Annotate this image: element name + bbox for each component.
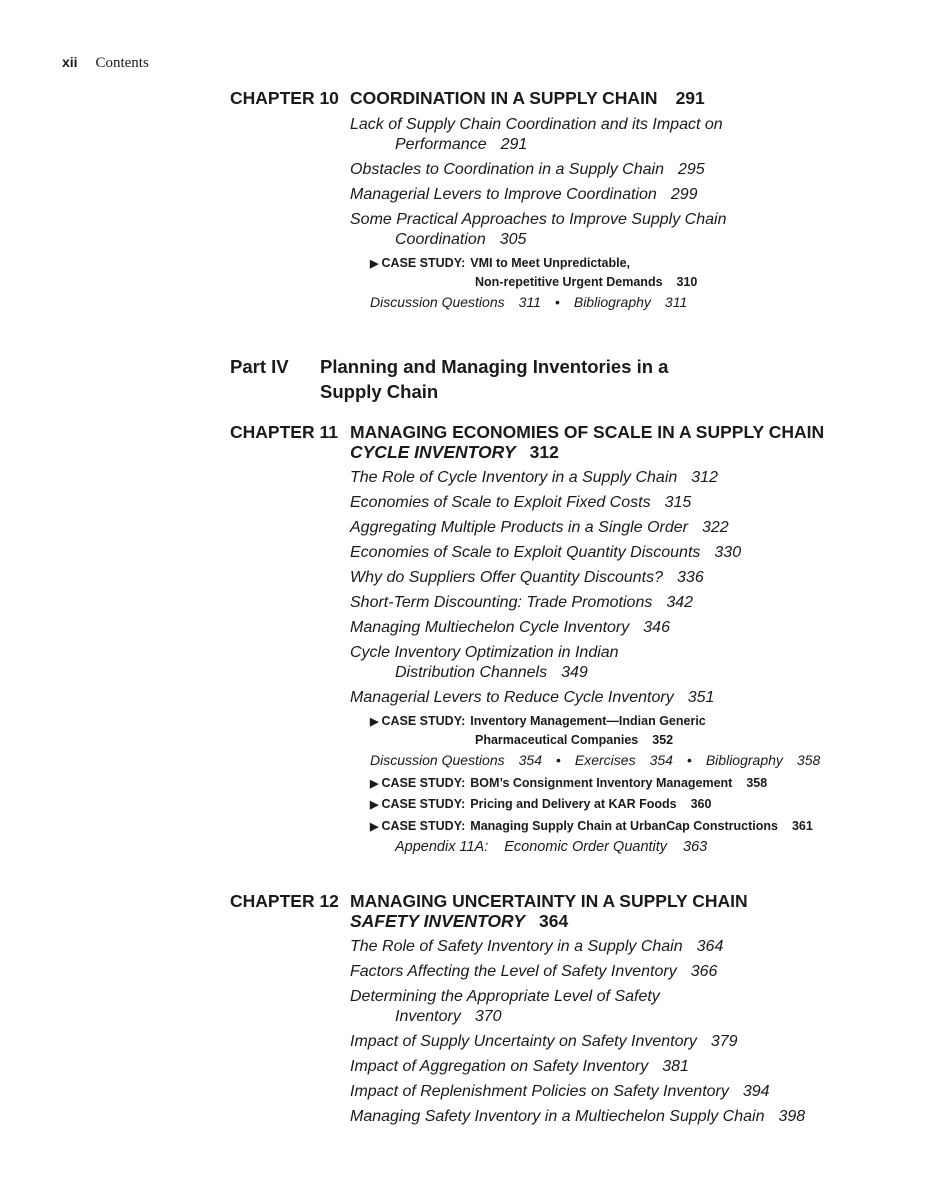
entry-page: 322 [701, 519, 729, 536]
chapter-12-label: CHAPTER 12 [230, 891, 339, 911]
entry-page: 394 [742, 1083, 770, 1100]
case-study-label: CASE STUDY: [381, 256, 466, 270]
entry-page: 299 [670, 186, 698, 203]
chapter-11-title[interactable] [350, 422, 824, 462]
case-study-entry[interactable] [370, 254, 697, 291]
part-4-label: Part IV [230, 356, 289, 377]
entry-title: The Role of Safety Inventory in a Supply Chain [350, 938, 683, 955]
entry-page: 398 [778, 1108, 806, 1125]
exercises-label[interactable]: Exercises [574, 752, 636, 768]
case-study-title-cont: Pharmaceutical Companies [475, 733, 639, 747]
toc-entry[interactable] [350, 937, 723, 957]
case-study-entry[interactable] [370, 774, 767, 793]
part-title-line: Supply Chain [320, 381, 439, 402]
toc-entry[interactable] [350, 1057, 689, 1077]
bibliography-label[interactable]: Bibliography [573, 294, 651, 310]
entry-page: 370 [474, 1008, 502, 1025]
entry-title: Impact of Supply Uncertainty on Safety Inventory [350, 1033, 697, 1050]
toc-entry[interactable] [350, 160, 705, 180]
entry-title: Impact of Replenishment Policies on Safety Inventory [350, 1083, 729, 1100]
toc-entry[interactable] [350, 185, 698, 205]
entry-title: Managing Safety Inventory in a Multiechelon Supply Chain [350, 1108, 765, 1125]
entry-title: Economies of Scale to Exploit Quantity Discounts [350, 544, 701, 561]
entry-title: Obstacles to Coordination in a Supply Chain [350, 161, 664, 178]
toc-entry[interactable] [350, 210, 726, 250]
entry-title: Managerial Levers to Reduce Cycle Inventory [350, 689, 674, 706]
running-head-title: Contents [95, 55, 149, 71]
triangle-bullet-icon: ▶ [370, 799, 379, 811]
case-study-label: CASE STUDY: [381, 714, 466, 728]
running-head [62, 54, 149, 72]
part-4-title[interactable] [320, 354, 668, 404]
toc-entry[interactable] [350, 962, 717, 982]
toc-entry[interactable] [350, 643, 619, 683]
entry-title: Determining the Appropriate Level of Safety [350, 988, 660, 1005]
bibliography-label[interactable]: Bibliography [705, 752, 783, 768]
entry-page: 315 [664, 494, 692, 511]
toc-entry[interactable] [350, 518, 729, 538]
appendix-entry[interactable] [395, 839, 707, 855]
case-study-label: CASE STUDY: [381, 776, 466, 790]
entry-page: 346 [643, 619, 670, 636]
bullet-separator: • [555, 752, 561, 768]
case-study-page: 310 [676, 275, 698, 289]
toc-entry[interactable] [350, 543, 741, 563]
case-study-title: BOM’s Consignment Inventory Management [470, 776, 733, 790]
case-study-title: Managing Supply Chain at UrbanCap Constructions [470, 819, 778, 833]
case-study-page: 360 [690, 797, 712, 811]
toc-entry[interactable] [350, 1032, 738, 1052]
chapter-11-label: CHAPTER 11 [230, 422, 338, 442]
toc-entry[interactable] [350, 987, 660, 1027]
entry-title: Some Practical Approaches to Improve Supply Chain [350, 211, 727, 228]
entry-page: 311 [518, 294, 541, 310]
entry-title-cont: Coordination [395, 231, 486, 248]
toc-entry[interactable] [350, 593, 693, 613]
case-study-entry[interactable] [370, 795, 711, 814]
entry-page: 354 [649, 752, 673, 768]
entry-title: Short-Term Discounting: Trade Promotions [350, 594, 653, 611]
case-study-title-cont: Non-repetitive Urgent Demands [475, 275, 663, 289]
toc-entry[interactable] [350, 115, 723, 155]
entry-page: 342 [666, 594, 694, 611]
chapter-title-text: COORDINATION IN A SUPPLY CHAIN [350, 88, 658, 108]
chapter-12-title[interactable] [350, 891, 748, 931]
chapter-page: 291 [675, 88, 705, 108]
chapter-subtitle: SAFETY INVENTORY [350, 911, 526, 931]
entry-page: 336 [677, 569, 704, 586]
entry-title: Cycle Inventory Optimization in Indian [350, 644, 619, 661]
entry-page: 364 [696, 938, 724, 955]
case-study-title: Inventory Management—Indian Generic [470, 714, 706, 728]
case-study-page: 358 [746, 776, 768, 790]
toc-entry[interactable] [350, 688, 714, 708]
chapter-page: 364 [539, 911, 569, 931]
toc-entry[interactable] [350, 1082, 770, 1102]
triangle-bullet-icon: ▶ [370, 821, 379, 833]
part-title-line: Planning and Managing Inventories in a [320, 356, 669, 377]
entry-page: 312 [691, 469, 718, 486]
discussion-questions-label[interactable]: Discussion Questions [370, 752, 505, 768]
appendix-page: 363 [683, 839, 708, 855]
entry-page: 311 [664, 294, 688, 310]
appendix-title: Economic Order Quantity [504, 839, 668, 855]
entry-title: Managing Multiechelon Cycle Inventory [350, 619, 630, 636]
case-study-page: 352 [652, 733, 674, 747]
case-study-label: CASE STUDY: [381, 819, 466, 833]
case-study-page: 361 [791, 819, 813, 833]
triangle-bullet-icon: ▶ [370, 258, 379, 270]
entry-page: 330 [714, 544, 742, 561]
entry-page: 351 [687, 689, 715, 706]
case-study-title: VMI to Meet Unpredictable, [470, 256, 631, 270]
bullet-separator: • [554, 294, 560, 310]
appendix-label: Appendix 11A: [395, 839, 489, 855]
chapter-page: 312 [529, 442, 559, 462]
entry-title-cont: Performance [395, 136, 487, 153]
entry-title: Why do Suppliers Offer Quantity Discounts? [350, 569, 664, 586]
page-number: xii [62, 54, 78, 70]
entry-page: 354 [518, 752, 542, 768]
chapter-10-label: CHAPTER 10 [230, 88, 339, 108]
toc-entry[interactable] [350, 493, 691, 513]
entry-page: 305 [499, 231, 527, 248]
entry-title-cont: Inventory [395, 1008, 461, 1025]
entry-page: 291 [500, 136, 528, 153]
entry-title: Managerial Levers to Improve Coordination [350, 186, 657, 203]
entry-title: Impact of Aggregation on Safety Inventory [350, 1058, 649, 1075]
toc-entry[interactable] [350, 468, 718, 488]
entry-page: 349 [561, 664, 588, 681]
end-matter-line [370, 752, 820, 768]
chapter-title-text: MANAGING UNCERTAINTY IN A SUPPLY CHAIN [350, 891, 748, 911]
triangle-bullet-icon: ▶ [370, 778, 379, 790]
entry-title-cont: Distribution Channels [395, 664, 548, 681]
case-study-label: CASE STUDY: [381, 797, 466, 811]
entry-page: 381 [662, 1058, 689, 1075]
entry-title: Factors Affecting the Level of Safety Inventory [350, 963, 677, 980]
chapter-subtitle: CYCLE INVENTORY [350, 442, 516, 462]
entry-page: 295 [677, 161, 705, 178]
end-matter-line [370, 294, 687, 310]
entry-title: Lack of Supply Chain Coordination and its Impact on [350, 116, 723, 133]
toc-entry[interactable] [350, 618, 670, 638]
bullet-separator: • [686, 752, 692, 768]
chapter-10-title[interactable] [350, 88, 705, 109]
entry-title: Economies of Scale to Exploit Fixed Costs [350, 494, 651, 511]
toc-entry[interactable] [350, 568, 704, 588]
entry-title: The Role of Cycle Inventory in a Supply Chain [350, 469, 678, 486]
chapter-title-text: MANAGING ECONOMIES OF SCALE IN A SUPPLY CHAIN [350, 422, 825, 442]
case-study-title: Pricing and Delivery at KAR Foods [470, 797, 677, 811]
entry-title: Aggregating Multiple Products in a Single Order [350, 519, 688, 536]
case-study-entry[interactable] [370, 817, 813, 836]
entry-page: 379 [710, 1033, 738, 1050]
entry-page: 358 [796, 752, 821, 768]
entry-page: 366 [690, 963, 718, 980]
triangle-bullet-icon: ▶ [370, 716, 379, 728]
toc-entry[interactable] [350, 1107, 805, 1127]
case-study-entry[interactable] [370, 712, 706, 749]
discussion-questions-label[interactable]: Discussion Questions [370, 294, 505, 310]
